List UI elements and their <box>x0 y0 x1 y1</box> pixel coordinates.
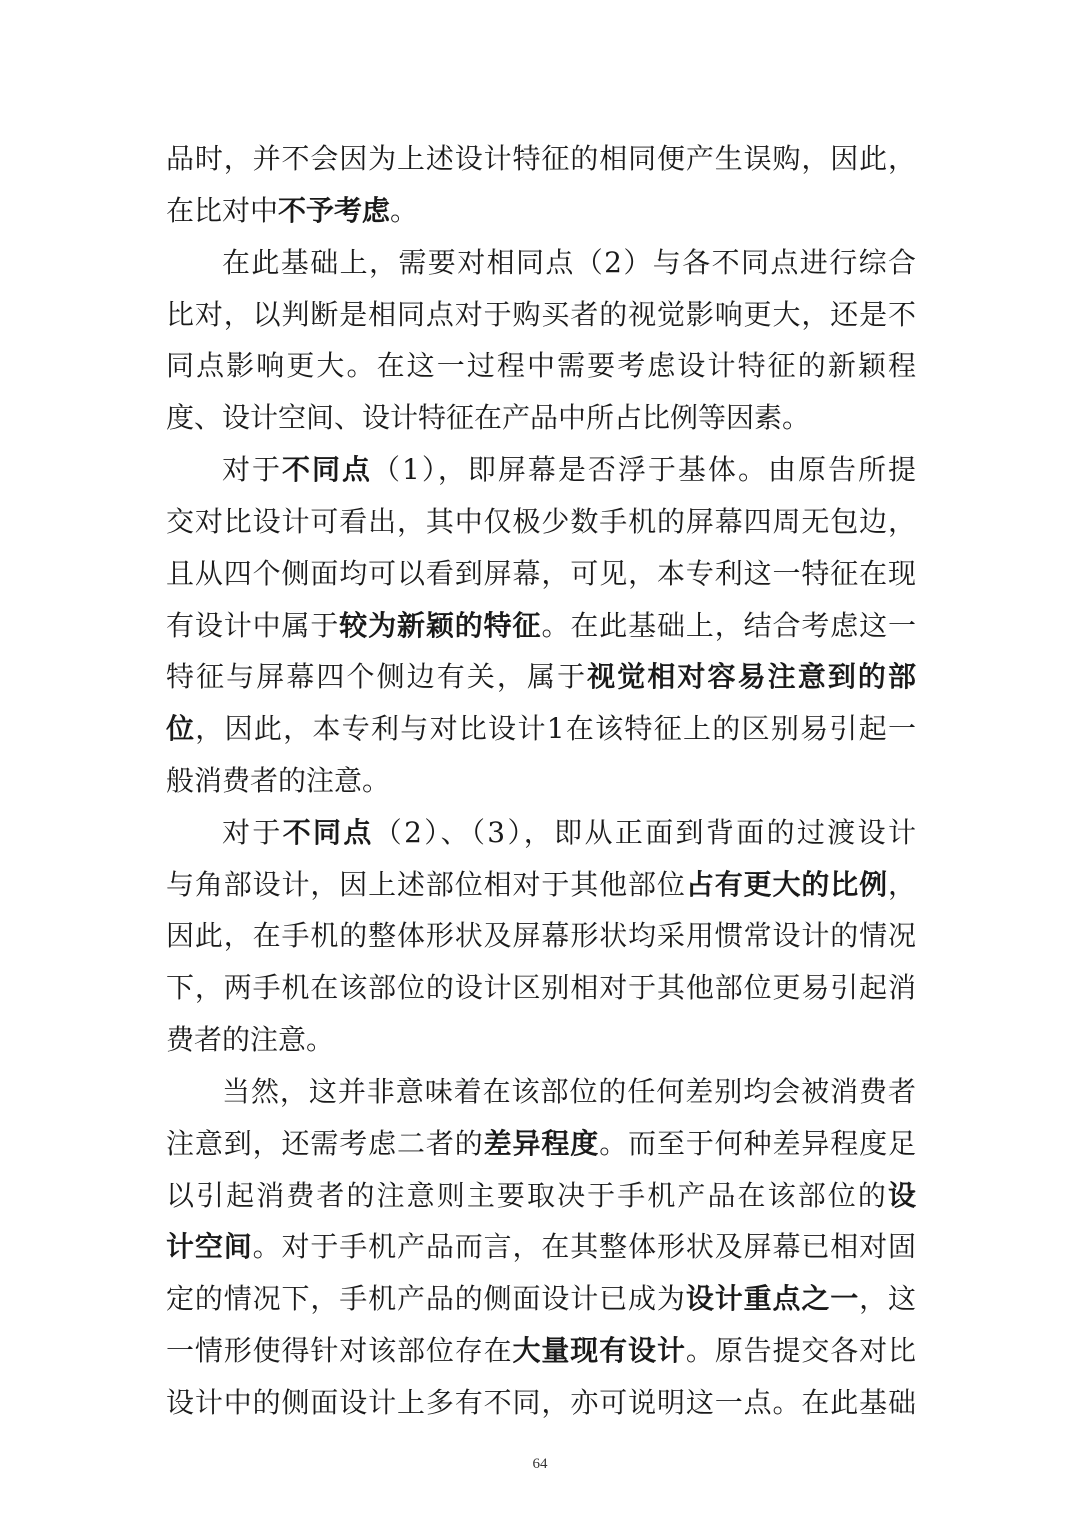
line-text: 在此基础上，需要对相同点（2）与各不同点进行综合 <box>222 246 916 279</box>
text-line <box>166 968 916 1008</box>
line-text: 下，两手机在该部位的设计区别相对于其他部位更易引起消 <box>166 971 916 1004</box>
text-line <box>222 243 916 283</box>
line-text: 交对比设计可看出，其中仅极少数手机的屏幕四周无包边， <box>166 505 916 538</box>
emphasized-text: 不予考虑 <box>278 194 391 227</box>
text-line <box>166 1383 916 1423</box>
line-text: 。原告提交各对比 <box>685 1334 916 1367</box>
line-text: 定的情况下，手机产品的侧面设计已成为 <box>166 1282 686 1315</box>
line-text: （2）、（3），即从正面到背面的过渡设计 <box>373 816 916 849</box>
emphasized-text: 视觉相对容易注意到的部 <box>587 660 916 693</box>
line-text: 般消费者的注意。 <box>166 764 391 797</box>
text-line <box>166 554 916 594</box>
line-text: 且从四个侧面均可以看到屏幕，可见，本专利这一特征在现 <box>166 557 916 590</box>
line-text: 品时，并不会因为上述设计特征的相同便产生误购，因此， <box>166 142 916 175</box>
text-line <box>166 606 916 646</box>
line-text: 。而至于何种差异程度足 <box>599 1127 916 1160</box>
line-text: 对于 <box>222 453 283 486</box>
emphasized-text: 不同点 <box>282 453 373 486</box>
line-text: 特征与屏幕四个侧边有关，属于 <box>166 660 588 693</box>
text-line <box>166 1176 916 1216</box>
text-line <box>166 709 916 749</box>
line-text: 以引起消费者的注意则主要取决于手机产品在该部位的 <box>166 1179 888 1212</box>
text-line <box>166 657 916 697</box>
line-text: 比对，以判断是相同点对于购买者的视觉影响更大，还是不 <box>166 298 916 331</box>
line-text: （1），即屏幕是否浮于基体。由原告所提 <box>372 453 916 486</box>
line-text: 设计中的侧面设计上多有不同，亦可说明这一点。在此基础 <box>166 1386 916 1419</box>
text-line <box>166 139 916 179</box>
line-text: 注意到，还需考虑二者的 <box>166 1127 484 1160</box>
emphasized-text: 设 <box>887 1179 916 1212</box>
text-line <box>166 1331 916 1371</box>
line-text: ， <box>887 868 916 901</box>
text-line <box>166 1227 916 1267</box>
emphasized-text: 不同点 <box>282 816 374 849</box>
emphasized-text: 占有更大的比例 <box>685 868 888 901</box>
text-line <box>166 761 916 801</box>
text-line <box>166 295 916 335</box>
line-text: 当然，这并非意味着在该部位的任何差别均会被消费者 <box>222 1075 916 1108</box>
line-text: 与角部设计，因上述部位相对于其他部位 <box>166 868 686 901</box>
text-line <box>166 916 916 956</box>
emphasized-text: 位 <box>166 712 196 745</box>
line-text: ，因此，本专利与对比设计1在该特征上的区别易引起一 <box>195 712 916 745</box>
line-text: 。在此基础上，结合考虑这一 <box>541 609 916 642</box>
line-text: 有设计中属于 <box>166 609 340 642</box>
line-text: 。 <box>390 194 419 227</box>
text-line <box>222 813 916 853</box>
text-line <box>222 450 916 490</box>
text-line <box>222 1072 916 1112</box>
line-text: 因此，在手机的整体形状及屏幕形状均采用惯常设计的情况 <box>166 919 916 952</box>
emphasized-text: 差异程度 <box>483 1127 600 1160</box>
line-text: 在比对中 <box>166 194 279 227</box>
page-number: 64 <box>532 1456 548 1472</box>
line-text: 费者的注意。 <box>166 1023 335 1056</box>
line-text: 一情形使得针对该部位存在 <box>166 1334 513 1367</box>
text-line <box>166 398 916 438</box>
text-line <box>166 191 916 231</box>
line-text: 对于 <box>222 816 283 849</box>
line-text: 同点影响更大。在这一过程中需要考虑设计特征的新颖程 <box>166 349 916 382</box>
line-text: 度、设计空间、设计特征在产品中所占比例等因素。 <box>166 401 811 434</box>
text-line <box>166 1020 916 1060</box>
text-line <box>166 346 916 386</box>
emphasized-text: 较为新颖的特征 <box>339 609 542 642</box>
text-line <box>166 502 916 542</box>
emphasized-text: 计空间 <box>166 1230 253 1263</box>
text-line <box>166 865 916 905</box>
text-line <box>166 1124 916 1164</box>
line-text: ，这 <box>859 1282 916 1315</box>
emphasized-text: 设计重点之一 <box>685 1282 860 1315</box>
line-text: 。对于手机产品而言，在其整体形状及屏幕已相对固 <box>252 1230 916 1263</box>
emphasized-text: 大量现有设计 <box>512 1334 686 1367</box>
text-line <box>166 1279 916 1319</box>
